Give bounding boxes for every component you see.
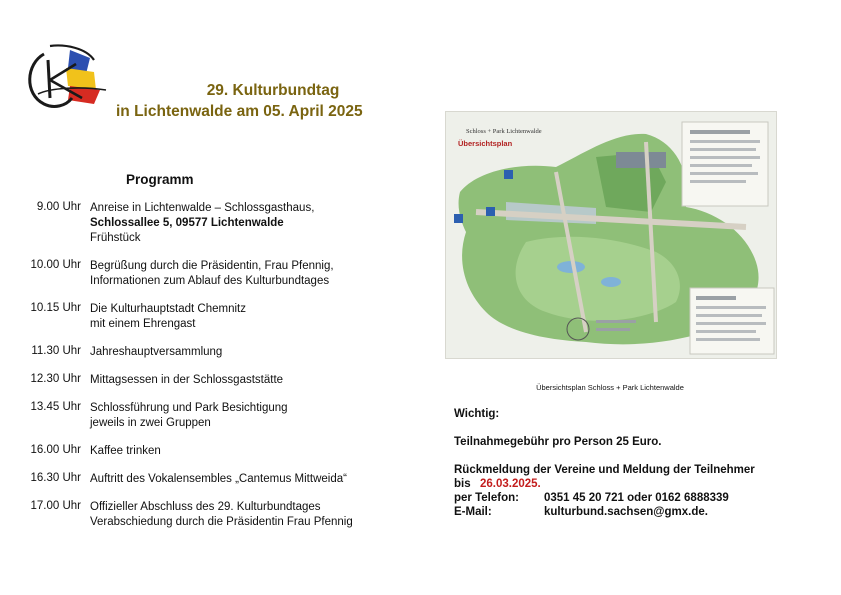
event-title: [108, 80, 398, 122]
program-line: Auftritt des Vokalensembles „Cantemus Mittweida“: [90, 473, 347, 485]
program-line: Schlossführung und Park Besichtigung: [90, 402, 288, 414]
title-line-2: in Lichtenwalde am 05. April 2025: [116, 103, 363, 120]
program-time: 13.45 Uhr: [30, 401, 81, 413]
site-map: [445, 111, 777, 359]
program-line: Kaffee trinken: [90, 445, 161, 457]
map-plan-label: Übersichtsplan: [458, 139, 513, 148]
program-line: Jahreshauptversammlung: [90, 346, 223, 358]
program-item: [0, 345, 430, 360]
kulturbund-logo: [20, 38, 112, 114]
program-item: [0, 259, 430, 289]
program-item: [0, 401, 430, 431]
program-line: mit einem Ehrengast: [90, 318, 196, 330]
program-line: jeweils in zwei Gruppen: [90, 417, 211, 429]
program-time: 9.00 Uhr: [36, 201, 81, 213]
program-line: Informationen zum Ablauf des Kulturbundtages: [90, 275, 330, 287]
program-line: Verabschiedung durch die Präsidentin Frau Pfennig: [90, 516, 353, 528]
title-line-1: 29. Kulturbundtag: [206, 82, 340, 99]
program-item: [0, 302, 430, 332]
email-label: E-Mail:: [454, 506, 492, 518]
program-line: Frühstück: [90, 232, 141, 244]
program-line: Offizieller Abschluss des 29. Kulturbundtages: [90, 501, 321, 513]
program-item: [0, 500, 430, 530]
deadline-date: 26.03.2025.: [480, 478, 541, 490]
program-item: [0, 373, 430, 388]
program-item: [0, 472, 430, 487]
important-label: Wichtig:: [454, 408, 500, 420]
deadline-prefix: bis: [454, 478, 471, 490]
program-line: Begrüßung durch die Präsidentin, Frau Pfennig,: [90, 260, 334, 272]
program-time: 17.00 Uhr: [30, 500, 81, 512]
program-item: [0, 201, 430, 246]
feedback-text: Rückmeldung der Vereine und Meldung der Teilnehmer: [454, 464, 755, 476]
program-time: 11.30 Uhr: [31, 345, 81, 357]
phone-label: per Telefon:: [454, 492, 519, 504]
program-time: 16.00 Uhr: [30, 444, 81, 456]
program-address: Schlossallee 5, 09577 Lichtenwalde: [90, 217, 284, 229]
program-line: Die Kulturhauptstadt Chemnitz: [90, 303, 246, 315]
map-caption: Übersichtsplan Schloss + Park Lichtenwalde: [536, 383, 684, 392]
map-header-title: Schloss + Park Lichtenwalde: [466, 128, 542, 135]
program-heading: Programm: [126, 172, 194, 187]
program-line: Anreise in Lichtenwalde – Schlossgasthaus,: [90, 202, 315, 214]
program-line: Mittagsessen in der Schlossgaststätte: [90, 374, 284, 386]
program-time: 10.15 Uhr: [30, 302, 81, 314]
phone-value: 0351 45 20 721 oder 0162 6888339: [544, 492, 729, 504]
program-time: 16.30 Uhr: [30, 472, 81, 484]
program-item: [0, 444, 430, 459]
program-time: 12.30 Uhr: [30, 373, 81, 385]
info-box: [454, 407, 814, 519]
program-list: [0, 201, 430, 543]
email-value[interactable]: kulturbund.sachsen@gmx.de.: [544, 506, 708, 518]
fee-text: Teilnahmegebühr pro Person 25 Euro.: [454, 436, 662, 448]
program-time: 10.00 Uhr: [30, 259, 81, 271]
